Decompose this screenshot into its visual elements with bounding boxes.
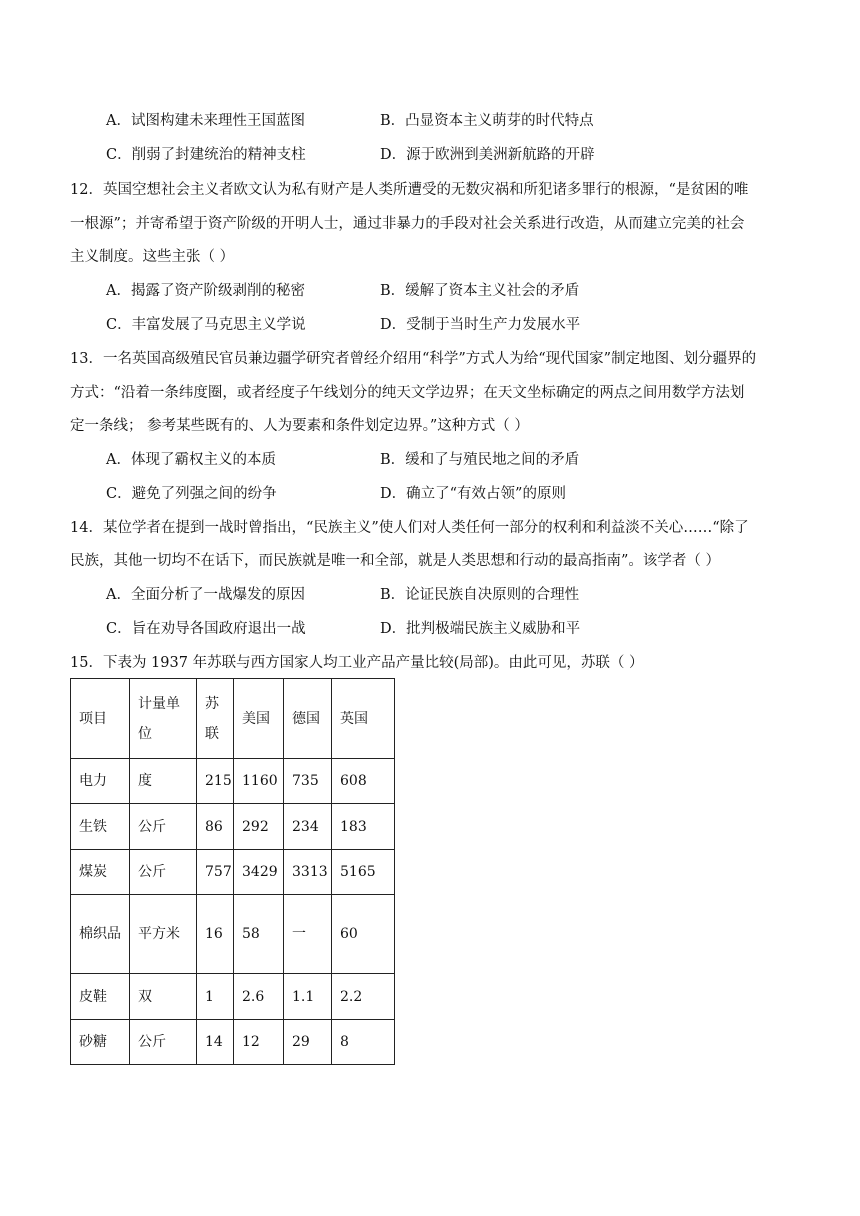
table-cell: 棉织品 — [71, 895, 130, 974]
production-comparison-table — [70, 678, 395, 1065]
table-cell: 2.2 — [332, 974, 395, 1020]
table-cell: 292 — [234, 804, 284, 850]
q14-option-d[interactable]: D．批判极端民族主义威胁和平 — [380, 621, 581, 637]
q12-option-d[interactable]: D．受制于当时生产力发展水平 — [380, 317, 581, 333]
table-cell: 1 — [197, 974, 234, 1020]
table-cell: 双 — [130, 974, 197, 1020]
q13-option-b[interactable]: B．缓和了与殖民地之间的矛盾 — [380, 452, 580, 468]
table-cell: 12 — [234, 1020, 284, 1065]
table-cell: 215 — [197, 759, 234, 804]
table-cell: 3313 — [284, 850, 332, 895]
q12-option-a[interactable]: A．揭露了资产阶级剥削的秘密 — [106, 283, 305, 299]
table-cell: 183 — [332, 804, 395, 850]
table-cell: 电力 — [71, 759, 130, 804]
table-cell: 757 — [197, 850, 234, 895]
table-cell: 2.6 — [234, 974, 284, 1020]
table-cell: 8 — [332, 1020, 395, 1065]
table-cell: 5165 — [332, 850, 395, 895]
q14-option-c[interactable]: C．旨在劝导各国政府退出一战 — [106, 621, 306, 637]
table-cell: 3429 — [234, 850, 284, 895]
table-cell: 度 — [130, 759, 197, 804]
table-cell: 1160 — [234, 759, 284, 804]
table-cell: 公斤 — [130, 850, 197, 895]
q12-option-b[interactable]: B．缓解了资本主义社会的矛盾 — [380, 283, 580, 299]
table-header-cell: 苏联 — [197, 679, 234, 759]
table-cell: 公斤 — [130, 804, 197, 850]
q12-stem-line-2: 一根源”；并寄希望于资产阶级的开明人士，通过非暴力的手段对社会关系进行改造，从而建立完美的社会 — [70, 216, 745, 232]
q15-stem-line-1: 15．下表为 1937 年苏联与西方国家人均工业产品产量比较(局部)。由此可见，苏联（ ） — [70, 655, 644, 671]
q14-stem-line-2: 民族，其他一切均不在话下，而民族就是唯一和全部，就是人类思想和行动的最高指南”。该学者（ ） — [70, 553, 721, 569]
table-cell: 平方米 — [130, 895, 197, 974]
table-row — [71, 759, 395, 804]
table-row — [71, 850, 395, 895]
table-cell: 皮鞋 — [71, 974, 130, 1020]
q11-option-b[interactable]: B．凸显资本主义萌芽的时代特点 — [380, 113, 594, 129]
table-header-cell: 美国 — [234, 679, 284, 759]
table-header-row — [71, 679, 395, 759]
q13-option-c[interactable]: C．避免了列强之间的纷争 — [106, 486, 277, 502]
table-cell: 58 — [234, 895, 284, 974]
q13-option-a[interactable]: A．体现了霸权主义的本质 — [106, 452, 276, 468]
table-cell: 砂糖 — [71, 1020, 130, 1065]
q14-stem-line-1: 14．某位学者在提到一战时曾指出，“民族主义”使人们对人类任何一部分的权利和利益淡不关心……“除了 — [70, 520, 749, 536]
table-cell: 86 — [197, 804, 234, 850]
q14-option-b[interactable]: B．论证民族自决原则的合理性 — [380, 587, 580, 603]
table-cell: 1.1 — [284, 974, 332, 1020]
q12-option-c[interactable]: C．丰富发展了马克思主义学说 — [106, 317, 306, 333]
table-row — [71, 974, 395, 1020]
table-cell: 一 — [284, 895, 332, 974]
table-cell: 234 — [284, 804, 332, 850]
table-cell: 煤炭 — [71, 850, 130, 895]
q13-option-d[interactable]: D．确立了“有效占领”的原则 — [380, 486, 566, 502]
table-cell: 公斤 — [130, 1020, 197, 1065]
q13-stem-line-3: 定一条线； 参考某些既有的、人为要素和条件划定边界。”这种方式（ ） — [70, 418, 529, 434]
table-row — [71, 1020, 395, 1065]
table-cell: 29 — [284, 1020, 332, 1065]
q11-option-d[interactable]: D．源于欧洲到美洲新航路的开辟 — [380, 147, 595, 163]
q12-stem-line-3: 主义制度。这些主张（ ） — [70, 249, 235, 265]
table-header-cell: 德国 — [284, 679, 332, 759]
q13-stem-line-1: 13．一名英国高级殖民官员兼边疆学研究者曾经介绍用“科学”方式人为给“现代国家”制定地图、划分疆界的 — [70, 351, 757, 367]
table-header-cell: 计量单位 — [130, 679, 197, 759]
q11-option-c[interactable]: C．削弱了封建统治的精神支柱 — [106, 147, 306, 163]
table-cell: 608 — [332, 759, 395, 804]
table-cell: 生铁 — [71, 804, 130, 850]
q14-option-a[interactable]: A．全面分析了一战爆发的原因 — [106, 587, 305, 603]
q13-stem-line-2: 方式：“沿着一条纬度圈，或者经度子午线划分的纯天文学边界；在天文坐标确定的两点之间用数学方法划 — [70, 385, 745, 401]
q12-stem-line-1: 12．英国空想社会主义者欧文认为私有财产是人类所遭受的无数灾祸和所犯诸多罪行的根源，“是贫困的唯 — [70, 182, 749, 198]
q11-option-a[interactable]: A．试图构建未来理性王国蓝图 — [106, 113, 305, 129]
table-cell: 60 — [332, 895, 395, 974]
table-row — [71, 804, 395, 850]
table-header-cell: 英国 — [332, 679, 395, 759]
table-row — [71, 895, 395, 974]
table-cell: 735 — [284, 759, 332, 804]
table-cell: 16 — [197, 895, 234, 974]
table-cell: 14 — [197, 1020, 234, 1065]
table-header-cell: 项目 — [71, 679, 130, 759]
